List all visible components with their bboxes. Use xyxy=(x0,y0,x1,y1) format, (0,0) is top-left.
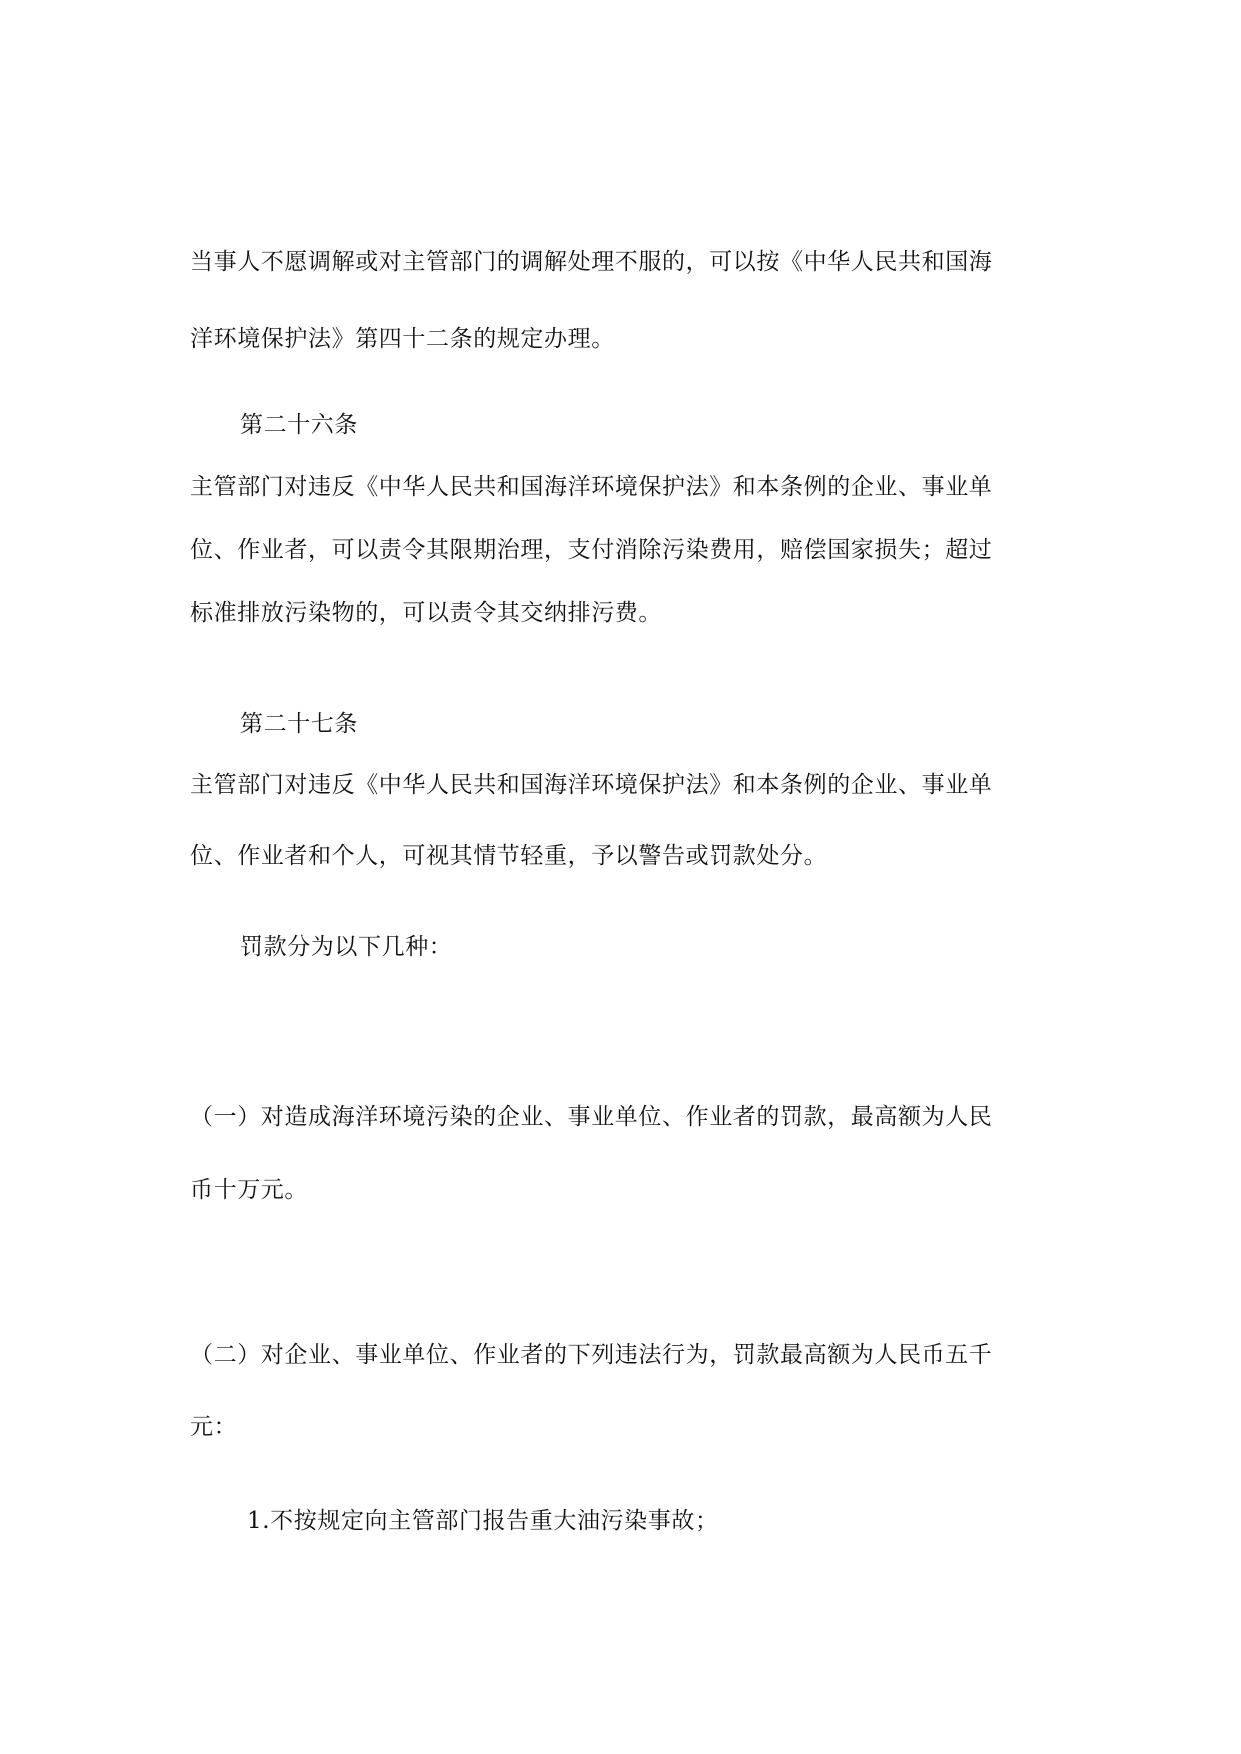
violation-item-1: 1.不按规定向主管部门报告重大油污染事故； xyxy=(247,1508,719,1534)
fine-types-intro: 罚款分为以下几种： xyxy=(240,934,453,960)
fine-item-1-line-1: （一）对造成海洋环境污染的企业、事业单位、作业者的罚款，最高额为人民 xyxy=(190,1104,993,1130)
article-26-line-3: 标准排放污染物的，可以责令其交纳排污费。 xyxy=(190,600,662,626)
article-26-line-2: 位、作业者，可以责令其限期治理，支付消除污染费用，赔偿国家损失；超过 xyxy=(190,537,993,563)
fine-item-2-line-2: 元： xyxy=(190,1414,238,1440)
paragraph-1-line-2: 洋环境保护法》第四十二条的规定办理。 xyxy=(190,326,615,352)
article-27-line-2: 位、作业者和个人，可视其情节轻重，予以警告或罚款处分。 xyxy=(190,843,828,869)
article-26-heading: 第二十六条 xyxy=(240,412,358,438)
fine-item-1-line-2: 币十万元。 xyxy=(190,1177,308,1203)
article-27-heading: 第二十七条 xyxy=(240,711,358,737)
article-27-line-1: 主管部门对违反《中华人民共和国海洋环境保护法》和本条例的企业、事业单 xyxy=(190,772,993,798)
article-26-line-1: 主管部门对违反《中华人民共和国海洋环境保护法》和本条例的企业、事业单 xyxy=(190,474,993,500)
fine-item-2-line-1: （二）对企业、事业单位、作业者的下列违法行为，罚款最高额为人民币五千 xyxy=(190,1342,993,1368)
paragraph-1-line-1: 当事人不愿调解或对主管部门的调解处理不服的，可以按《中华人民共和国海 xyxy=(190,249,993,275)
